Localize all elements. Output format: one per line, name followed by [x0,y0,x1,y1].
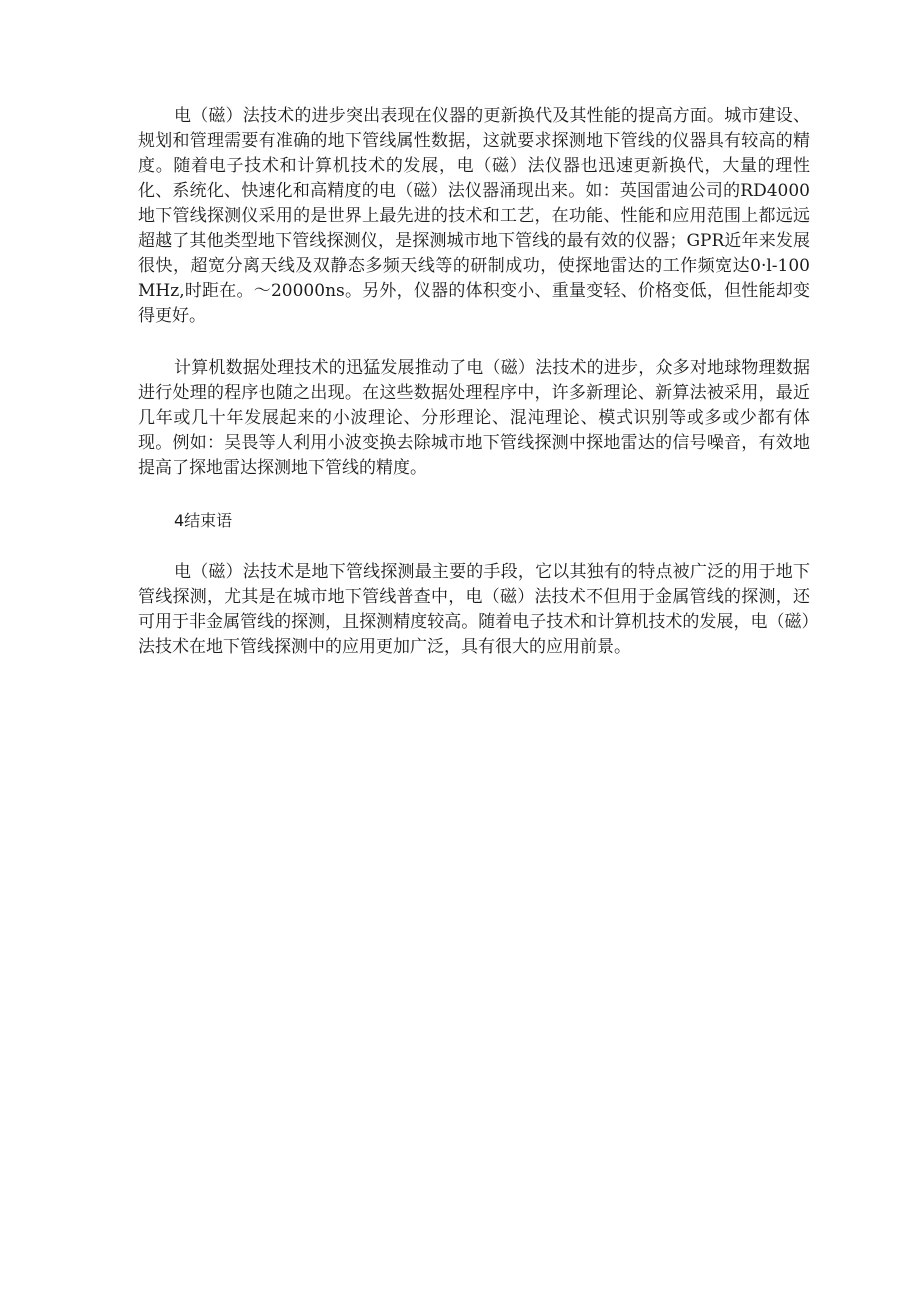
paragraph-spacer [138,329,810,356]
paragraph-instrument-progress: 电（磁）法技术的进步突出表现在仪器的更新换代及其性能的提高方面。城市建设、规划和管理需要有准确的地下管线属性数据，这就要求探测地下管线的仪器具有较高的精度。随着电子技术和计算机技术的发展，电（磁）法仪器也迅速更新换代，大量的理性化、系统化、快速化和高精度的电（磁）法仪器涌现出来。如：英国雷迪公司的RD4000地下管线探测仪采用的是世界上最先进的技术和工艺，在功能、性能和应用范围上都远远超越了其他类型地下管线探测仪，是探测城市地下管线的最有效的仪器；GPR近年来发展很快，超宽分离天线及双静态多频天线等的研制成功，使探地雷达的工作频宽达0·l-100MHz,时距在。～20000ns。另外，仪器的体积变小、重量变轻、价格变低，但性能却变得更好。 [138,106,810,326]
paragraph-conclusion: 电（磁）法技术是地下管线探测最主要的手段，它以其独有的特点被广泛的用于地下管线探测，尤其是在城市地下管线普查中，电（磁）法技术不但用于金属管线的探测，还可用于非金属管线的探测，且探测精度较高。随着电子技术和计算机技术的发展，电（磁）法技术在地下管线探测中的应用更加广泛，具有很大的应用前景。 [138,562,810,657]
paragraph-spacer [138,481,810,508]
paragraph-data-processing: 计算机数据处理技术的迅猛发展推动了电（磁）法技术的进步，众多对地球物理数据进行处理的程序也随之出现。在这些数据处理程序中，许多新理论、新算法被采用，最近几年或几十年发展起来的小波理论、分形理论、混沌理论、模式识别等或多或少都有体现。例如：吴畏等人利用小波变换去除城市地下管线探测中探地雷达的信号噪音，有效地提高了探地雷达探测地下管线的精度。 [138,358,810,478]
paragraph-spacer [138,533,810,560]
document-page [138,104,810,660]
section-heading-conclusion: 4结束语 [174,511,233,530]
